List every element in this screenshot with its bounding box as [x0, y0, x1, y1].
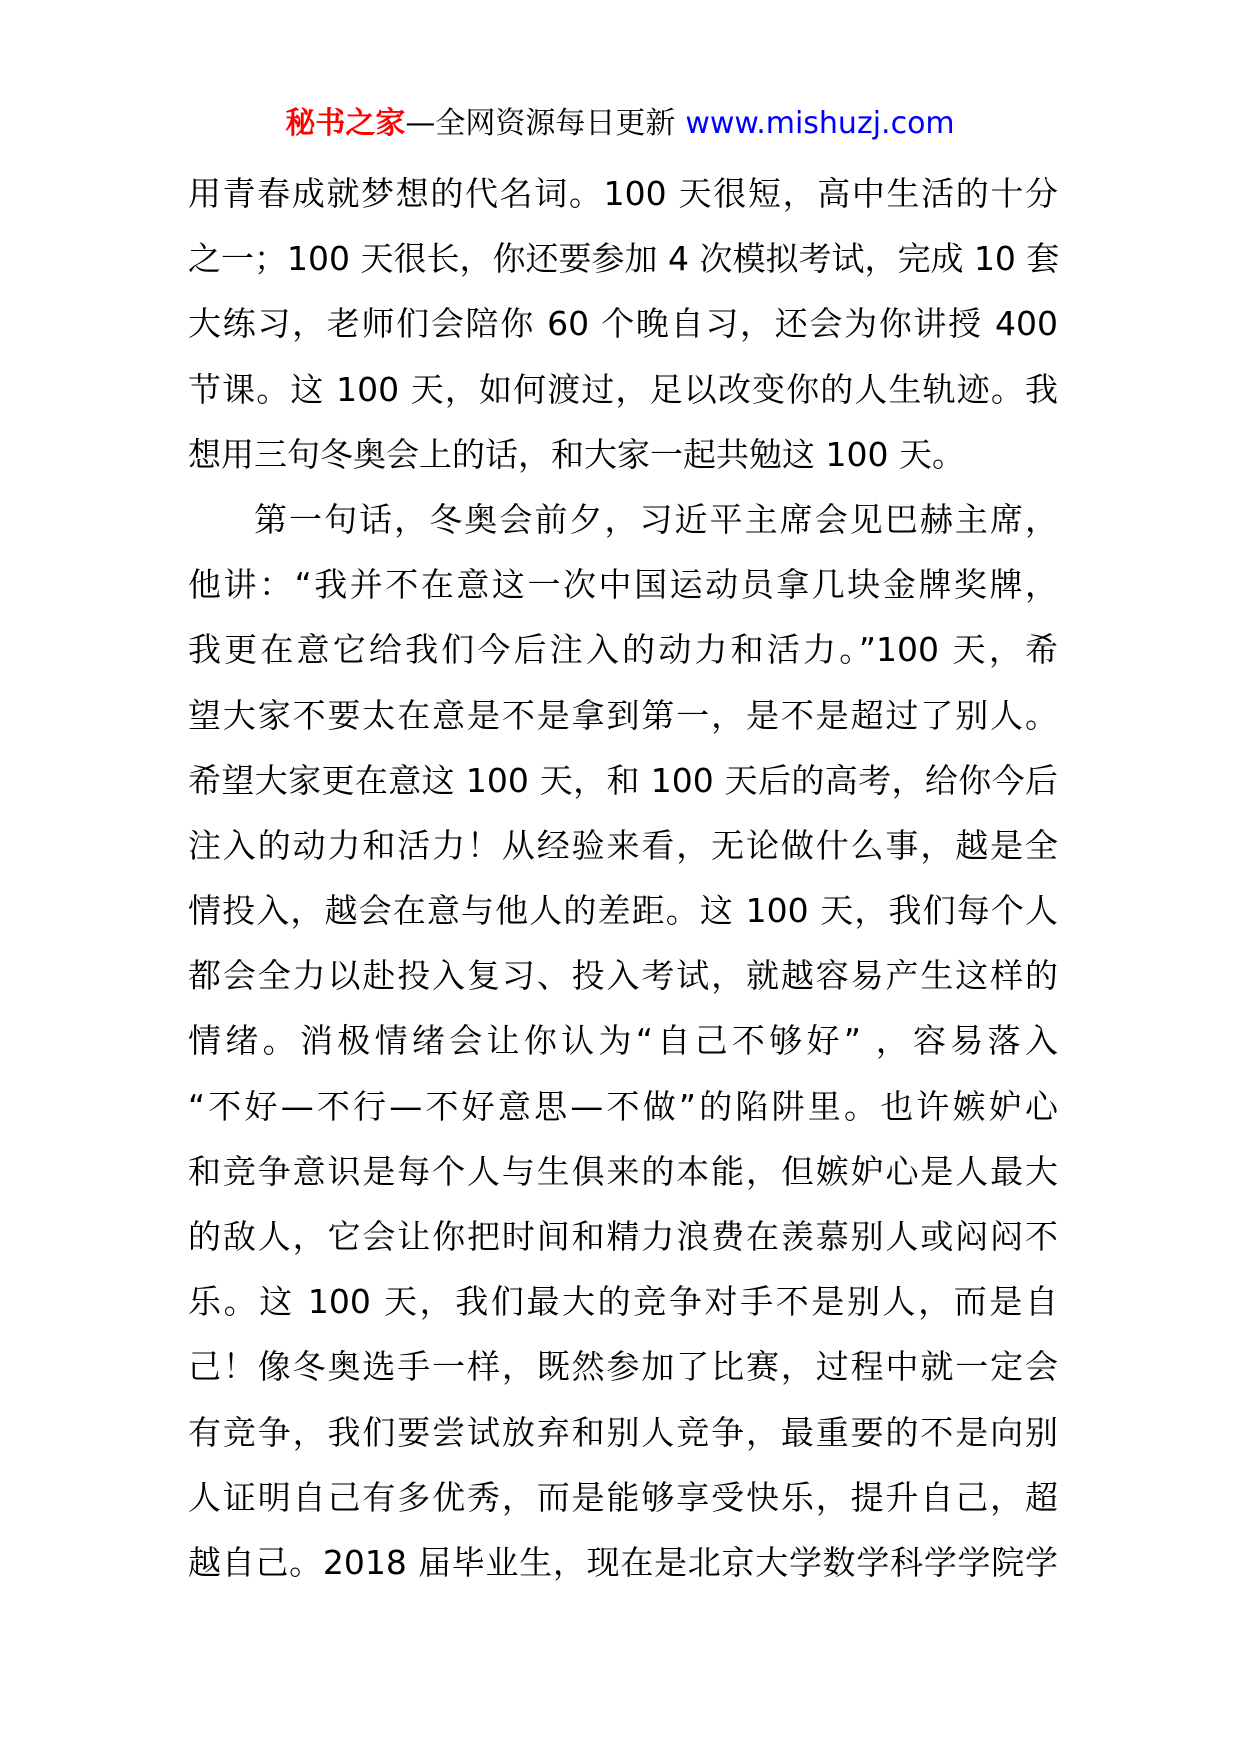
text-line: 希望大家更在意这 100 天，和 100 天后的高考，给你今后 [188, 760, 1058, 800]
text-line: 我更在意它给我们今后注入的动力和活力。”100 天，希 [188, 630, 1058, 670]
text-line: 的敌人，它会让你把时间和精力浪费在羡慕别人或闷闷不 [188, 1217, 1058, 1256]
text-line: 越自己。2018 届毕业生，现在是北京大学数学科学学院学 [188, 1542, 1058, 1582]
site-brand: 秘书之家 [285, 106, 406, 141]
paragraph-first-line: 第一句话，冬奥会前夕，习近平主席会见巴赫主席， [254, 499, 1058, 539]
text-line: 之一；100 天很长，你还要参加 4 次模拟考试，完成 10 套 [188, 239, 1060, 279]
site-url-link[interactable]: www.mishuzj.com [685, 106, 955, 141]
document-body [188, 161, 1058, 1595]
text-line: 情绪。消极情绪会让你认为“自己不够好” ，容易落入 [188, 1021, 1058, 1061]
text-line: 想用三句冬奥会上的话，和大家一起共勉这 100 天。 [188, 434, 965, 474]
text-line: 情投入，越会在意与他人的差距。这 100 天，我们每个人 [188, 891, 1058, 931]
text-line: 大练习，老师们会陪你 60 个晚自习，还会为你讲授 400 [188, 304, 1058, 344]
text-line: 注入的动力和活力！从经验来看，无论做什么事，越是全 [188, 825, 1058, 865]
text-line: 有竞争，我们要尝试放弃和别人竞争，最重要的不是向别 [188, 1412, 1058, 1452]
text-line: 都会全力以赴投入复习、投入考试，就越容易产生这样的 [188, 956, 1058, 996]
text-line: 节课。这 100 天，如何渡过，足以改变你的人生轨迹。我 [188, 369, 1058, 409]
text-line: 他讲：“我并不在意这一次中国运动员拿几块金牌奖牌， [188, 565, 1058, 605]
text-line: “不好—不行—不好意思—不做”的陷阱里。也许嫉妒心 [188, 1086, 1058, 1126]
text-line: 人证明自己有多优秀，而是能够享受快乐，提升自己，超 [188, 1477, 1058, 1517]
site-header [0, 102, 1240, 146]
text-line: 乐。这 100 天，我们最大的竞争对手不是别人，而是自 [188, 1282, 1058, 1322]
text-line: 己！像冬奥选手一样，既然参加了比赛，过程中就一定会 [188, 1347, 1058, 1387]
text-line: 用青春成就梦想的代名词。100 天很短，高中生活的十分 [188, 174, 1058, 213]
text-line: 和竞争意识是每个人与生俱来的本能，但嫉妒心是人最大 [188, 1151, 1058, 1191]
site-tagline: —全网资源每日更新 [405, 106, 676, 141]
text-line: 望大家不要太在意是不是拿到第一，是不是超过了别人。 [188, 695, 1058, 735]
